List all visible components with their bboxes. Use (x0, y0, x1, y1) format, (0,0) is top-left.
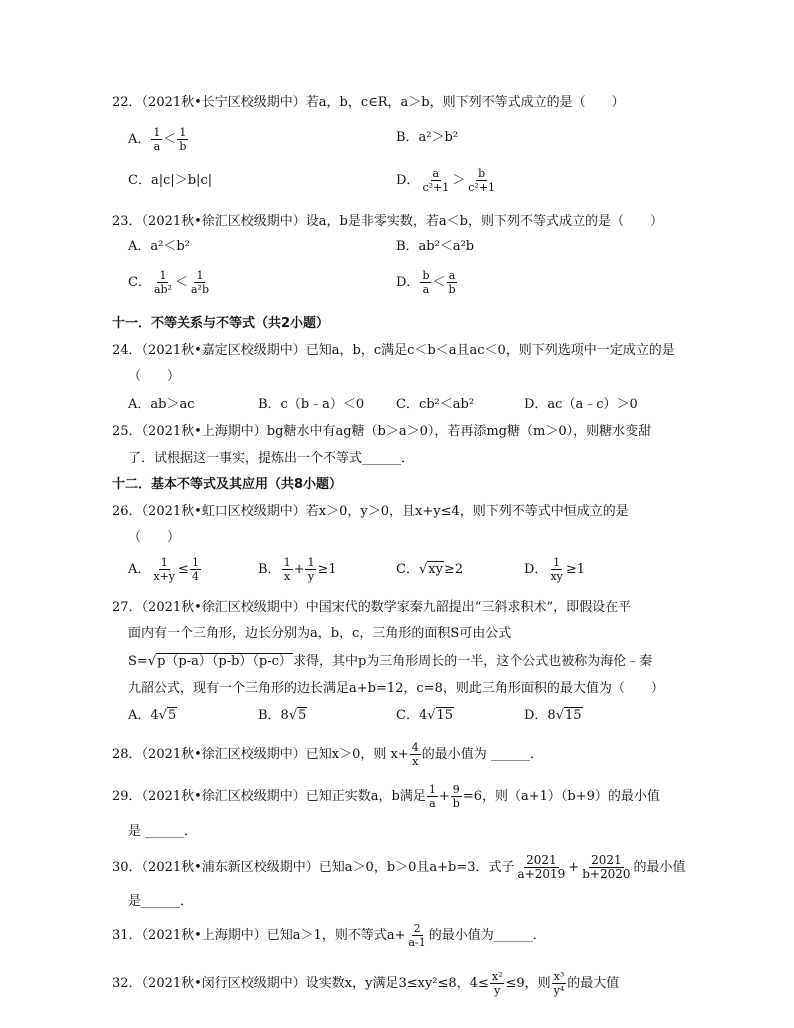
q31: 31．（2021秋•上海期中）已知a＞1，则不等式a+ $\frac{2}{a-1}$ 的最小值为______． (112, 922, 546, 949)
q22-option-c[interactable]: C．a|c|＞b|c| (128, 173, 213, 188)
q27-line-1: 27．（2021秋•徐汇区校级期中）中国宋代的数学家秦九韶提出“三斜求积术”，即假设在平 (112, 600, 632, 615)
section-11-heading: 十一．不等关系与不等式（共2小题） (112, 316, 330, 331)
section-12-heading: 十二．基本不等式及其应用（共8小题） (112, 477, 343, 492)
q22-option-a[interactable]: A． $\frac{1}{a}$ ＜ $\frac{1}{b}$ (128, 126, 187, 153)
q27-line-2: 面内有一个三角形，边长分别为a，b，c，三角形的面积S可由公式 (128, 626, 512, 641)
q27-line-4: 九韶公式，现有一个三角形的边长满足a+b=12，c=8，则此三角形面积的最大值为（ ） (128, 681, 664, 696)
q23-option-a[interactable]: A．a²＜b² (128, 239, 190, 254)
q30-line-2: 是______． (128, 894, 194, 909)
q22-option-d[interactable]: D． $\frac{a}{\text{c²+1}}$ ＞ $\frac{b}{\text{c²+1}}$ (396, 167, 496, 194)
q24-option-d[interactable]: D．ac（a﹣c）＞0 (524, 397, 638, 412)
q23-option-c[interactable]: C． $\frac{1}{\text{ab²}}$ ＜ $\frac{1}{\text{a²b}}$ (128, 269, 209, 296)
q26-stem: 26．（2021秋•虹口区校级期中）若x＞0，y＞0，且x+y≤4，则下列不等式中恒成立的是 (112, 504, 629, 519)
q24-paren: （ ） (128, 369, 181, 384)
q25-line-1: 25．（2021秋•上海期中）bg糖水中有ag糖（b＞a＞0），若再添mg糖（m＞0），则糖水变甜 (112, 424, 652, 439)
q24-stem: 24．（2021秋•嘉定区校级期中）已知a，b，c满足c＜b＜a且ac＜0，则下列选项中一定成立的是 (112, 343, 675, 358)
q29-line-2: 是 ______． (128, 824, 198, 839)
q23-option-d[interactable]: D． $\frac{b}{a}$ ＜ $\frac{a}{b}$ (396, 269, 456, 296)
q27-option-d[interactable]: D．8√15 (524, 708, 582, 723)
q27-option-a[interactable]: A．4√5 (128, 708, 177, 723)
q25-line-2: 了．试根据这一事实，提炼出一个不等式______． (128, 451, 415, 466)
q29: 29．（2021秋•徐汇区校级期中）已知正实数a，b满足 $\frac{1}{a}$ + $\frac{9}{b}$ =6，则（a+1）（b+9）的最小值 (112, 783, 660, 810)
q26-option-b[interactable]: B． $\frac{1}{x}$ + $\frac{1}{y}$ ≥1 (258, 556, 337, 583)
q30: 30．（2021秋•浦东新区校级期中）已知a＞0，b＞0且a+b=3．式子 $\frac{2021}{a+2019}$ + $\frac{2021}{b+2020}$ 的最小值 (112, 853, 686, 881)
q26-paren: （ ） (128, 530, 181, 545)
q23-stem: 23．（2021秋•徐汇区校级期中）设a，b是非零实数，若a＜b，则下列不等式成立的是（ ） (112, 214, 663, 229)
q22-option-b[interactable]: B．a²＞b² (396, 130, 459, 145)
q26-option-c[interactable]: C．√xy≥2 (396, 562, 464, 577)
q27-line-3: S=√p（p-a）（p-b）（p-c）求得，其中p为三角形周长的一半，这个公式也被称为海伦﹣秦 (128, 654, 653, 669)
q28: 28．（2021秋•徐汇区校级期中）已知x＞0，则 x+ $\frac{4}{x}$ 的最小值为 ______． (112, 741, 543, 768)
q26-option-a[interactable]: A． $\frac{1}{x+y}$ ≤ $\frac{1}{4}$ (128, 556, 199, 583)
q27-option-b[interactable]: B．8√5 (258, 708, 307, 723)
q22-stem: 22．（2021秋•长宁区校级期中）若a，b，c∈R，a＞b，则下列不等式成立的是（ ） (112, 95, 625, 110)
q32: 32．（2021秋•闵行区校级期中）设实数x，y满足3≤xy²≤8，4≤ $\frac{\text{x²}}{y}$ ≤9，则 $\frac{\text{x³}}{\text{y⁴}}$ 的最大值 (112, 970, 620, 997)
q24-option-c[interactable]: C．cb²＜ab² (396, 397, 475, 412)
q24-option-b[interactable]: B．c（b﹣a）＜0 (258, 397, 365, 412)
q27-option-c[interactable]: C．4√15 (396, 708, 454, 723)
q26-option-d[interactable]: D． $\frac{1}{xy}$ ≥1 (524, 556, 586, 583)
q23-option-b[interactable]: B．ab²＜a²b (396, 239, 475, 254)
q24-option-a[interactable]: A．ab＞ac (128, 397, 195, 412)
